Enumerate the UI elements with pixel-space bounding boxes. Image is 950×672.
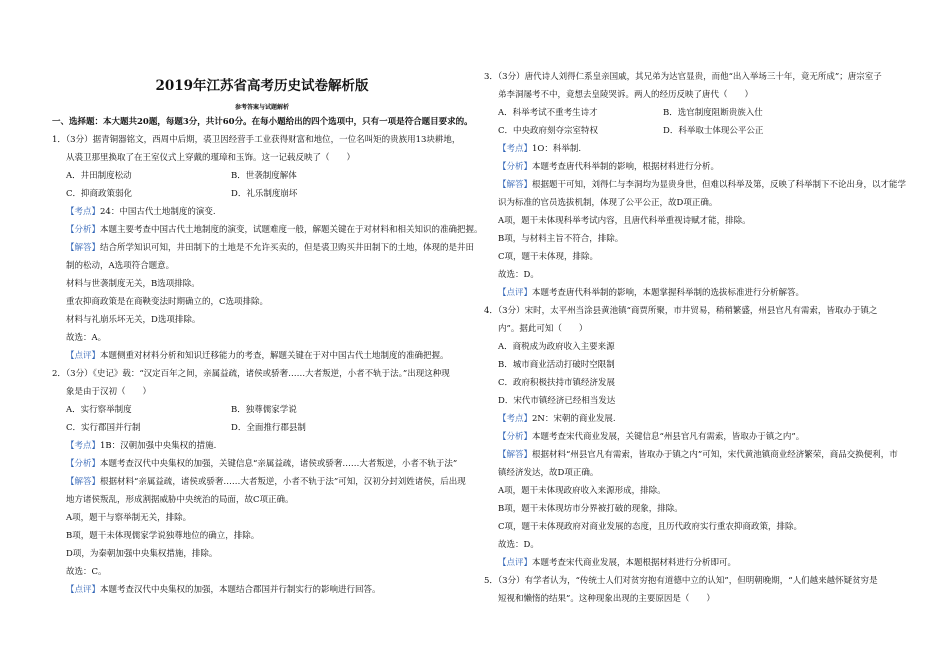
- analysis-line: C项，题干未体现，排除。: [498, 252, 599, 262]
- answer-line: 故选：D。: [498, 540, 539, 550]
- kaodian: [52, 441, 472, 452]
- jieda-text: 根据材料“亲属益疏，诸侯或骄奢……大者叛逆，小者不轨于法”可知，汉初分封刘姓诸侯，后出现: [100, 477, 466, 487]
- jieda-cont: 制的松动，A选项符合题意。: [66, 261, 175, 271]
- page-title: 2019年江苏省高考历史试卷解析版: [155, 78, 369, 94]
- options-row: [52, 405, 472, 416]
- option-b: B．独尊儒家学说: [231, 405, 297, 415]
- options-row: [52, 171, 472, 182]
- fenxi-tag: 【分析】: [66, 225, 101, 235]
- jieda-cont: 地方诸侯叛乱，形成割据威胁中央统治的局面，故C项正确。: [66, 495, 294, 505]
- option-d: D．科举取士体现公平公正: [663, 126, 764, 136]
- option-a: A．井田制度松动: [66, 171, 132, 181]
- question-stem: 5．（3分）有学者认为，“传统士人们对贫穷抱有道德中立的认知”，但明朝晚期，“人们越来越怀疑贫穷是: [484, 576, 878, 586]
- analysis-line: D项，为秦朝加强中央集权措施，排除。: [66, 549, 218, 559]
- fenxi-text: 本题考查唐代科举制的影响，根据材料进行分析。: [532, 162, 720, 172]
- kaodian-tag: 【考点】: [498, 144, 533, 154]
- question-stem: 2．（3分）《史记》载：“汉定百年之间，亲属益疏，诸侯或骄奢……大者叛逆，小者不轨于法。”出现这种现: [52, 369, 450, 379]
- question-4: [484, 306, 904, 569]
- question-3: [484, 72, 907, 299]
- question-stem-cont: 短视和懒惰的结果”。这种现象出现的主要原因是（ ）: [498, 594, 715, 604]
- option-b: B．世袭制度解体: [231, 171, 297, 181]
- analysis-line: 重农抑商政策是在商鞅变法时期确立的，C选项排除。: [66, 297, 269, 307]
- kaodian-tag: 【考点】: [498, 414, 533, 424]
- kaodian: [484, 414, 904, 425]
- fenxi-text: 本题考查汉代中央集权的加强，关键信息“亲属益疏，诸侯或骄奢……大者叛逆，小者不轨于法”: [100, 459, 458, 469]
- fenxi-tag: 【分析】: [498, 432, 533, 442]
- kaodian-text: 1O：科举制.: [532, 144, 582, 154]
- kaodian-text: 1B：汉朝加强中央集权的措施.: [100, 441, 217, 451]
- question-5: [484, 576, 904, 605]
- option-c: C．政府积极扶持市镇经济发展: [498, 378, 616, 388]
- question-stem: 4．（3分）宋时，太平州当涂县黄池镇“商贾所聚，市井贸易，稍稍繁盛，州县官凡有需索，皆取办于镇之: [484, 306, 878, 316]
- fenxi-tag: 【分析】: [498, 162, 533, 172]
- question-2: [52, 369, 472, 596]
- section-heading: 一、选择题：本大题共20题，每题3分，共计60分。在每小题给出的四个选项中，只有一项是符合题目要求的。: [52, 117, 473, 127]
- fenxi-tag: 【分析】: [66, 459, 101, 469]
- dianping: [52, 351, 472, 362]
- dianping-text: 本题考查汉代中央集权的加强，本题结合郡国并行制实行的影响进行回答。: [100, 585, 381, 595]
- option-b: B．城市商业活动打破时空限制: [498, 360, 615, 370]
- kaodian-tag: 【考点】: [66, 441, 101, 451]
- option-a: A．科举考试不重考生诗才: [498, 108, 598, 118]
- dianping-tag: 【点评】: [66, 351, 101, 361]
- analysis-line: A项，题干未体现政府收入来源形成，排除。: [498, 486, 666, 496]
- dianping-text: 本题考查宋代商业发展，本题根据材料进行分析即可。: [532, 558, 737, 568]
- option-a: A．商税成为政府收入主要来源: [498, 342, 615, 352]
- fenxi-text: 本题考查宋代商业发展，关键信息“州县官凡有需索，皆取办于镇之内”。: [532, 432, 805, 442]
- option-d: D．礼乐制度崩坏: [231, 189, 298, 199]
- kaodian: [484, 144, 904, 155]
- jieda-text: 根据题干可知，刘得仁与李洞均为显贵身世，但难以科举及第，反映了科举制下不论出身，以才能学: [532, 180, 907, 190]
- options-row: [484, 126, 904, 137]
- jieda-cont: 识为标准的官员选拔机制，体现了公平公正，故D项正确。: [498, 198, 718, 208]
- analysis-line: 材料与礼崩乐坏无关，D选项排除。: [66, 315, 201, 325]
- question-stem-cont: 象是由于汉初（ ）: [66, 387, 152, 397]
- jieda-tag: 【解答】: [66, 243, 101, 253]
- page-subtitle: 参考答案与试题解析: [234, 104, 289, 111]
- jieda-text: 结合所学知识可知，井田制下的土地是不允许买卖的，但是裘卫购买井田制下的土地，体现的是井田: [100, 243, 475, 253]
- analysis-line: A项，题干与察举制无关，排除。: [66, 513, 192, 523]
- analysis-line: B项，题干未体现儒家学说独尊地位的确立，排除。: [66, 531, 260, 541]
- question-1: [52, 135, 483, 362]
- options-row: [484, 108, 904, 119]
- option-b: B．选官制度阻断贵族入仕: [663, 108, 763, 118]
- analysis-line: B项，题干未体现坊市分界被打破的现象，排除。: [498, 504, 683, 514]
- jieda: [484, 450, 904, 461]
- options-row: [52, 423, 472, 434]
- analysis-line: B项，与材料主旨不符合，排除。: [498, 234, 624, 244]
- option-c: C．实行郡国并行制: [66, 423, 141, 433]
- dianping: [484, 558, 904, 569]
- dianping-text: 本题侧重对材料分析和知识迁移能力的考查，解题关键在于对中国古代土地制度的准确把握。: [100, 351, 449, 361]
- option-c: C．中央政府刻夺宗室特权: [498, 126, 599, 136]
- jieda: [52, 243, 475, 254]
- kaodian: [52, 207, 472, 218]
- question-stem-cont: 从裘卫那里换取了在王室仪式上穿戴的瑾璋和玉饰。这一记载反映了（ ）: [66, 153, 356, 163]
- question-stem: 3．（3分）唐代诗人刘得仁系皇亲国戚，其兄弟为达官显贵，而他“出入举场三十年，竟无所成”；唐宗室子: [484, 72, 882, 82]
- answer-line: 故选：C。: [66, 567, 107, 577]
- jieda-tag: 【解答】: [498, 450, 533, 460]
- analysis-line: 材料与世袭制度无关，B选项排除。: [66, 279, 200, 289]
- option-c: C．抑商政策弱化: [66, 189, 133, 199]
- jieda-tag: 【解答】: [498, 180, 533, 190]
- option-d: D．全面推行郡县制: [231, 423, 306, 433]
- fenxi: [52, 459, 472, 470]
- jieda-tag: 【解答】: [66, 477, 101, 487]
- fenxi: [52, 225, 483, 236]
- option-a: A．实行察举制度: [66, 405, 132, 415]
- kaodian-tag: 【考点】: [66, 207, 101, 217]
- jieda-text: 根据材料“州县官凡有需索，皆取办于镇之内”可知，宋代黄池镇商业经济繁荣，商品交换便利，市: [532, 450, 898, 460]
- dianping-tag: 【点评】: [66, 585, 101, 595]
- dianping: [484, 288, 904, 299]
- analysis-line: A项，题干未体现科举考试内容，且唐代科举重视诗赋才能，排除。: [498, 216, 751, 226]
- question-stem: 1．（3分）据青铜器铭文，西周中后期，裘卫因经营手工业获得财富和地位，一位名叫矩的贵族用13块耕地，: [52, 135, 461, 145]
- left-column: [52, 0, 483, 603]
- jieda: [52, 477, 472, 488]
- question-stem-cont: 内”。据此可知（ ）: [498, 324, 588, 334]
- option-d: D．宋代市镇经济已经相当发达: [498, 396, 616, 406]
- jieda-cont: 镇经济发达，故D项正确。: [498, 468, 599, 478]
- analysis-line: C项，题干未体现政府对商业发展的态度，且历代政府实行重农抑商政策，排除。: [498, 522, 803, 532]
- fenxi: [484, 162, 904, 173]
- options-row: [52, 189, 472, 200]
- fenxi-text: 本题主要考查中国古代土地制度的演变，试题难度一般，解题关键在于对材料和相关知识的准确把握。: [100, 225, 483, 235]
- answer-line: 故选：D。: [498, 270, 539, 280]
- answer-line: 故选：A。: [66, 333, 107, 343]
- kaodian-text: 2N：宋朝的商业发展.: [532, 414, 616, 424]
- jieda: [484, 180, 907, 191]
- dianping-tag: 【点评】: [498, 288, 533, 298]
- question-stem-cont: 弟李洞屡考不中，竟想去皇陵哭诉。两人的经历反映了唐代（ ）: [498, 90, 754, 100]
- fenxi: [484, 432, 904, 443]
- right-column: [484, 72, 907, 612]
- kaodian-text: 24：中国古代土地制度的演变.: [100, 207, 216, 217]
- dianping-tag: 【点评】: [498, 558, 533, 568]
- dianping: [52, 585, 472, 596]
- dianping-text: 本题考查唐代科举制的影响，本题掌握科举制的选拔标准进行分析解答。: [532, 288, 805, 298]
